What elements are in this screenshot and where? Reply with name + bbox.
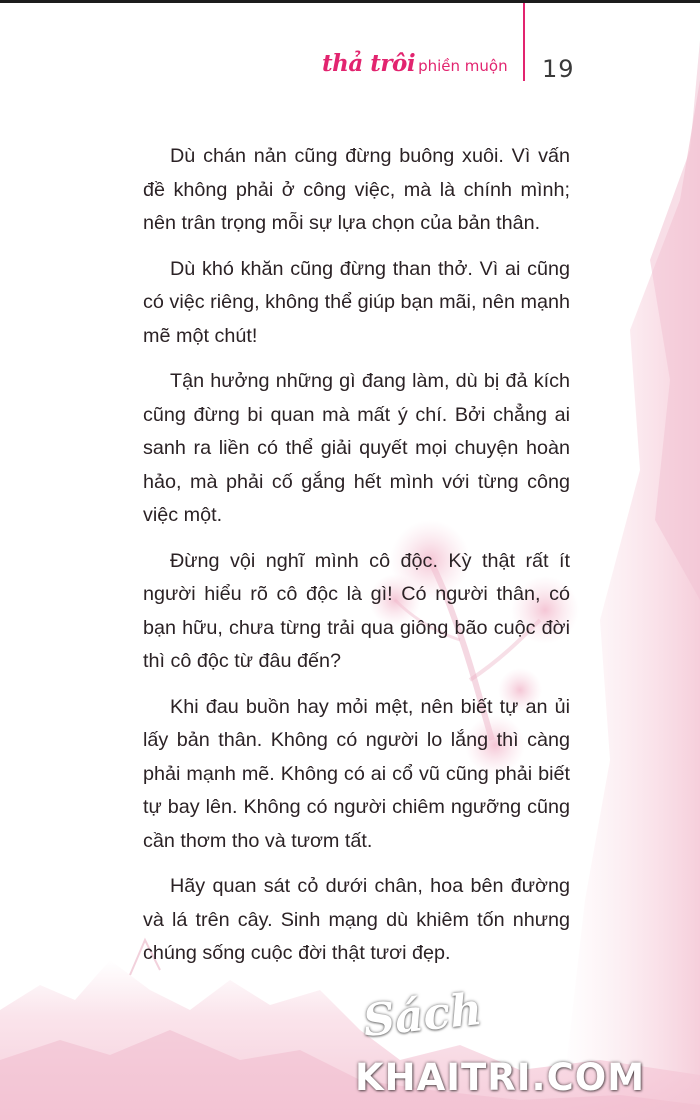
watermark-logo (355, 983, 700, 1115)
page-number: 19 (542, 55, 575, 83)
watermark-site: KHAITRI.COM (355, 1056, 646, 1099)
paragraph: Tận hưởng những gì đang làm, dù bị đả kích cũng đừng bi quan mà mất ý chí. Bởi chẳng ai sanh ra liền có thể giải quyết mọi chuyện hoàn hảo, mà phải cố gắng hết mình với từng công việc một. (143, 370, 570, 526)
watermark-script: Sách (360, 983, 485, 1048)
page-header (0, 0, 700, 90)
book-title (322, 50, 508, 77)
book-title-plain: phiền muộn (418, 57, 508, 75)
paragraph: Dù chán nản cũng đừng buông xuôi. Vì vấn đề không phải ở công việc, mà là chính mình; nên trân trọng mỗi sự lựa chọn của bản thân. (143, 145, 570, 234)
paragraph: Khi đau buồn hay mỏi mệt, nên biết tự an ủi lấy bản thân. Không có người lo lắng thì càng phải mạnh mẽ. Không có ai cổ vũ cũng phải biết tự bay lên. Không có người chiêm ngưỡng cũng cần thơm tho và tươm tất. (143, 695, 570, 852)
paragraph: Hãy quan sát cỏ dưới chân, hoa bên đường và lá trên cây. Sinh mạng dù khiêm tốn nhưng chúng sống cuộc đời thật tươi đẹp. (143, 875, 570, 964)
paragraph: Dù khó khăn cũng đừng than thở. Vì ai cũng có việc riêng, không thể giúp bạn mãi, nên mạnh mẽ một chút! (143, 257, 570, 347)
header-divider (523, 3, 525, 81)
body-text (143, 140, 570, 983)
paragraph: Đừng vội nghĩ mình cô độc. Kỳ thật rất ít người hiểu rõ cô độc là gì! Có người thân, có bạn hữu, chưa từng trải qua giông bão cuộc đời thì cô độc từ đâu đến? (143, 549, 570, 672)
book-title-script: thả trôi (322, 50, 416, 77)
